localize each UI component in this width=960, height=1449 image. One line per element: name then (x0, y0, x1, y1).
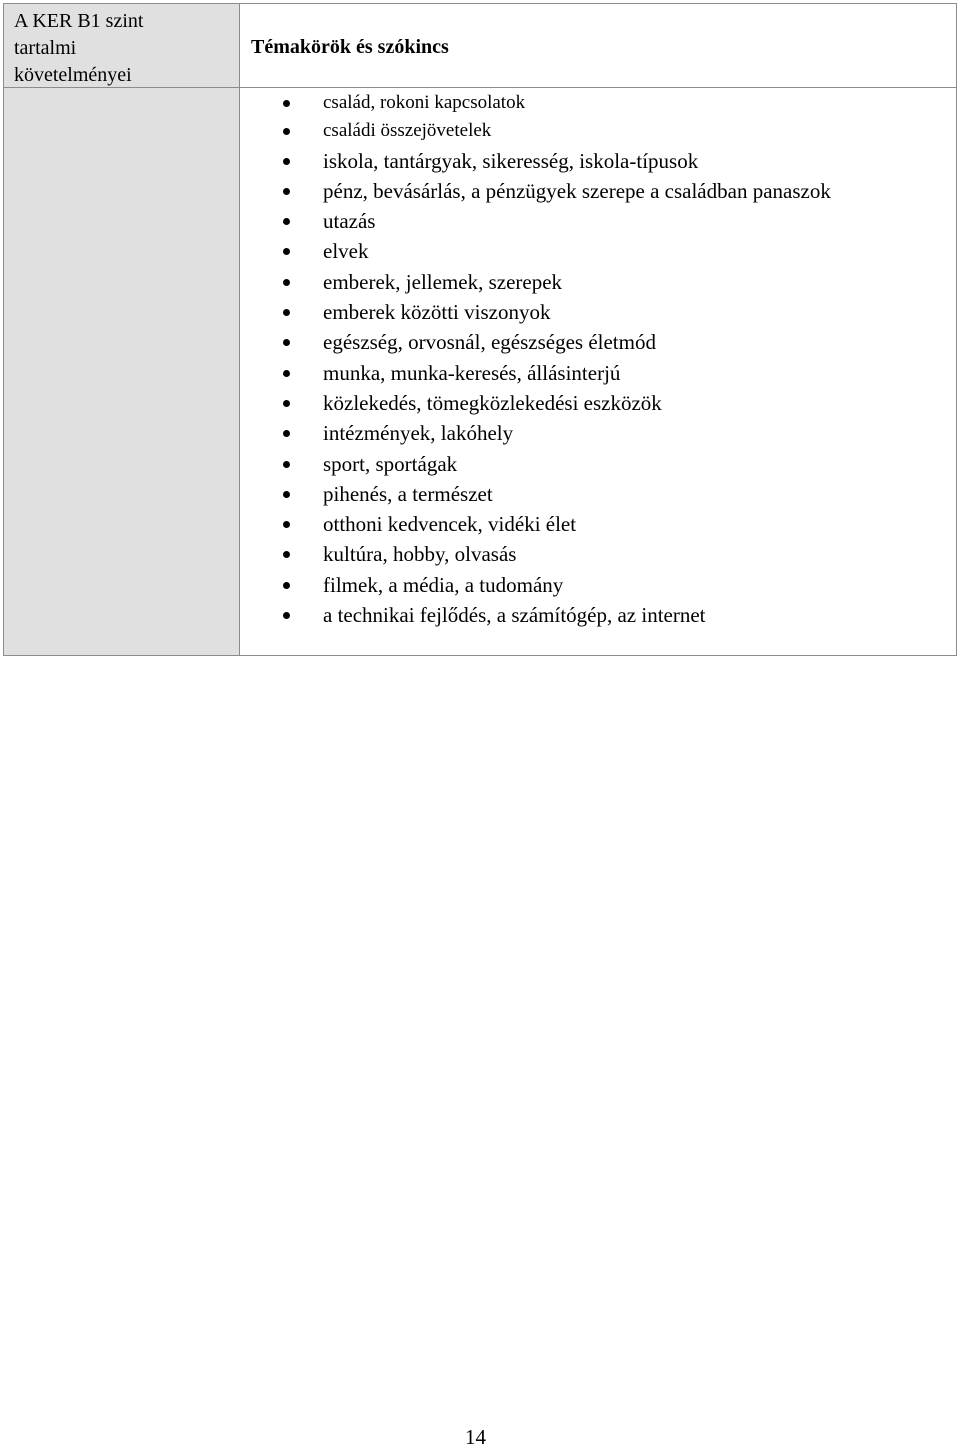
topic-text: utazás (323, 209, 376, 233)
bullet-icon (283, 461, 290, 468)
bullet-icon (283, 430, 290, 437)
bullet-icon (283, 158, 290, 165)
bullet-icon (283, 521, 290, 528)
bullet-icon (283, 491, 290, 498)
topics-column-header: Témakörök és szókincs (251, 36, 449, 58)
bullet-icon (283, 188, 290, 195)
topic-text: kultúra, hobby, olvasás (323, 542, 517, 566)
topic-text: egészség, orvosnál, egészséges életmód (323, 330, 656, 354)
requirements-header-line: A KER B1 szint (14, 10, 144, 32)
requirements-header-line: tartalmi (14, 37, 77, 59)
topic-text: iskola, tantárgyak, sikeresség, iskola-típusok (323, 149, 699, 173)
bullet-icon (283, 279, 290, 286)
bullet-icon (283, 128, 290, 135)
bullet-icon (283, 309, 290, 316)
bullet-icon (283, 100, 290, 107)
bullet-icon (283, 400, 290, 407)
topic-text: sport, sportágak (323, 452, 458, 476)
requirements-column (4, 4, 240, 655)
bullet-icon (283, 370, 290, 377)
topic-text: otthoni kedvencek, vidéki élet (323, 512, 577, 536)
bullet-icon (283, 551, 290, 558)
topic-text: filmek, a média, a tudomány (323, 573, 564, 597)
topic-text: pihenés, a természet (323, 482, 493, 506)
bullet-icon (283, 612, 290, 619)
topic-text: emberek, jellemek, szerepek (323, 270, 563, 294)
topic-text: a technikai fejlődés, a számítógép, az internet (323, 603, 706, 627)
topic-text: elvek (323, 239, 369, 263)
bullet-icon (283, 248, 290, 255)
bullet-icon (283, 218, 290, 225)
topic-text: család, rokoni kapcsolatok (323, 92, 526, 113)
topic-text: pénz, bevásárlás, a pénzügyek szerepe a családban panaszok (323, 179, 831, 203)
topic-text: munka, munka-keresés, állásinterjú (323, 361, 621, 385)
topic-text: családi összejövetelek (323, 120, 492, 141)
bullet-icon (283, 339, 290, 346)
topic-text: intézmények, lakóhely (323, 421, 514, 445)
page-number: 14 (465, 1425, 486, 1449)
requirements-header-line: követelményei (14, 64, 132, 86)
topic-text: emberek közötti viszonyok (323, 300, 551, 324)
requirements-column-header (14, 8, 234, 89)
topic-text: közlekedés, tömegközlekedési eszközök (323, 391, 662, 415)
bullet-icon (283, 582, 290, 589)
